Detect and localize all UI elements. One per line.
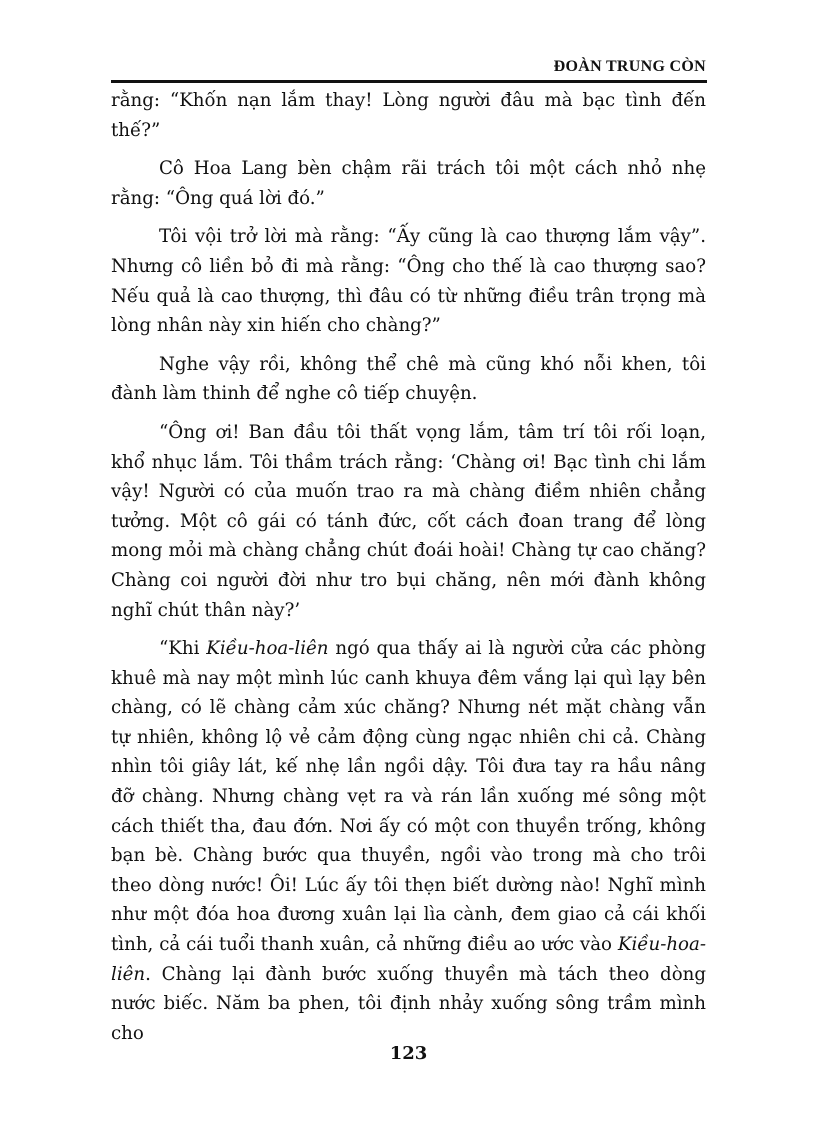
paragraph-3: Tôi vội trở lời mà rằng: “Ấy cũng là cao thượng lắm vậy”. Nhưng cô liền bỏ đi mà rằng: “Ông cho thế là cao thượng sao? Nếu quả là cao thượng, thì đâu có từ những điều trân trọng mà lòng nhân này xin hiến cho chàng?” <box>111 226 706 337</box>
paragraph-6 <box>111 634 706 1048</box>
paragraph-6-part-e: . Chàng lại đành bước xuống thuyền mà tách theo dòng nước biếc. Năm ba phen, tôi định nhảy xuống sông trầm mình cho <box>111 963 706 1044</box>
paragraph-2: Cô Hoa Lang bèn chậm rãi trách tôi một cách nhỏ nhẹ rằng: “Ông quá lời đó.” <box>111 158 706 209</box>
page-number: 123 <box>389 1043 428 1064</box>
running-header: ĐOÀN TRUNG CÒN <box>553 58 706 75</box>
body-text <box>111 86 706 1048</box>
header-rule <box>111 80 707 83</box>
paragraph-5: “Ông ơi! Ban đầu tôi thất vọng lắm, tâm trí tôi rối loạn, khổ nhục lắm. Tôi thầm trách rằng: ‘Chàng ơi! Bạc tình chi lắm vậy! Người có của muốn trao ra mà chàng điềm nhiên chẳng tưởng. Một cô gái có tánh đức, cốt cách đoan trang để lòng mong mỏi mà chàng chẳng chút đoái hoài! Chàng tự cao chăng? Chàng coi người đời như tro bụi chăng, nên mới đành không nghĩ chút thân này?’ <box>111 421 706 621</box>
paragraph-6-part-a: “Khi <box>159 638 207 660</box>
italic-name-kieu-hoa-lien-2: Kiều-hoa-liên <box>111 934 706 985</box>
paragraph-4: Nghe vậy rồi, không thể chê mà cũng khó nỗi khen, tôi đành làm thinh để nghe cô tiếp chuyện. <box>111 353 706 405</box>
paragraph-6-part-c: ngó qua thấy ai là người cửa các phòng khuê mà nay một mình lúc canh khuya đêm vắng lại quì lạy bên chàng, có lẽ chàng cảm xúc chăng? Nhưng nét mặt chàng vẫn tự nhiên, không lộ vẻ cảm động cùng ngạc nhiên chi cả. Chàng nhìn tôi giây lát, kế nhẹ lần ngồi dậy. Tôi đưa tay ra hầu nâng đỡ chàng. Nhưng chàng vẹt ra và rán lần xuống mé sông một cách thiết tha, đau đớn. Nơi ấy có một con thuyền trống, không bạn bè. Chàng bước qua thuyền, ngồi vào trong mà cho trôi theo dòng nước! Ôi! Lúc ấy tôi thẹn biết dường nào! Nghĩ mình như một đóa hoa đương xuân lại lìa cành, đem giao cả cái khối tình, cả cái tuổi thanh xuân, cả những điều ao ước vào <box>111 638 706 956</box>
paragraph-1: rằng: “Khốn nạn lắm thay! Lòng người đâu mà bạc tình đến thế?” <box>111 90 706 141</box>
italic-name-kieu-hoa-lien: Kiều-hoa-liên <box>206 638 329 660</box>
